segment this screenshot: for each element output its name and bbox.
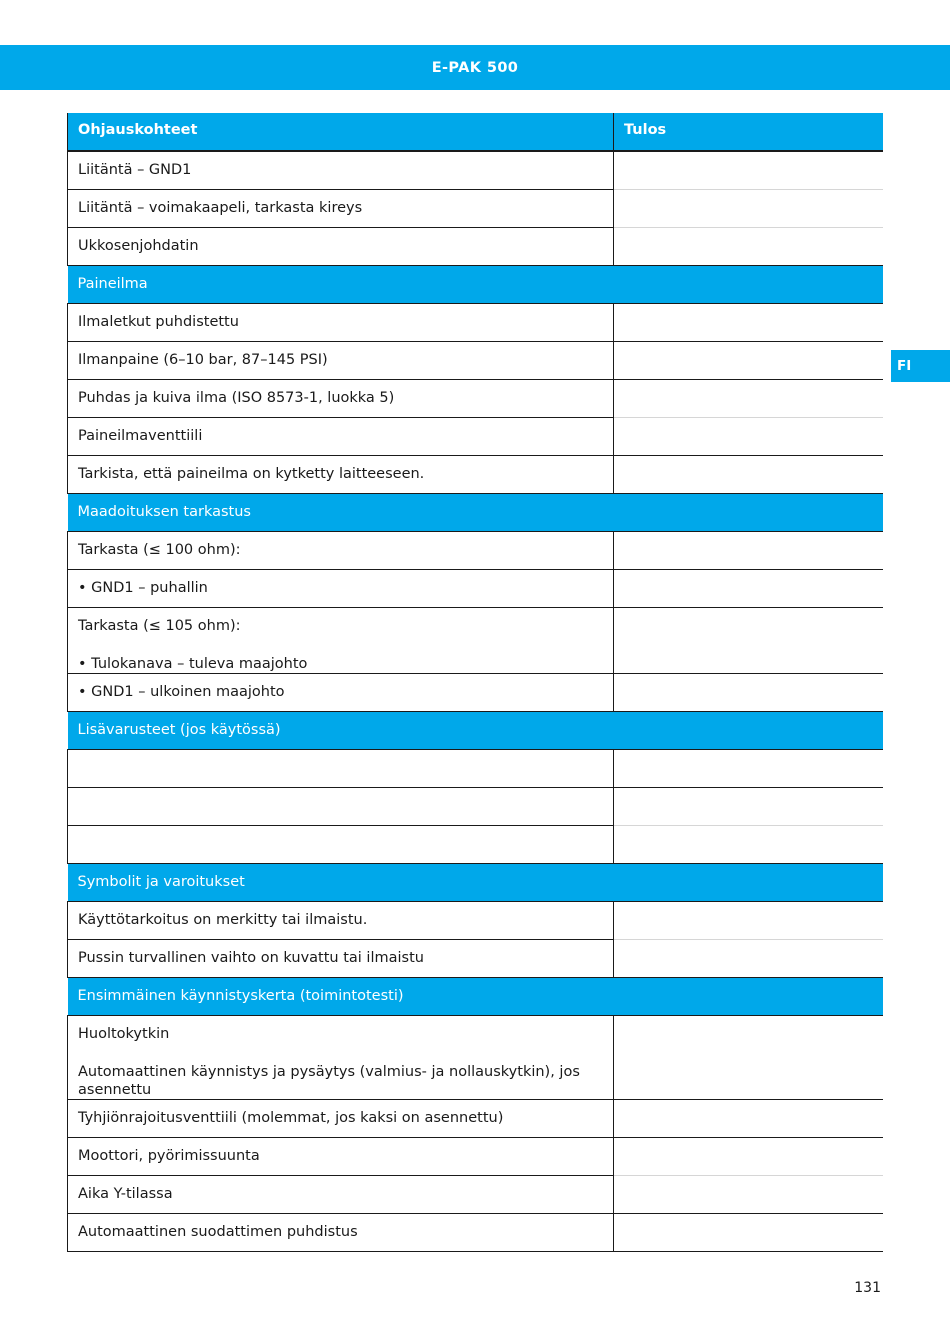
check-item-cell [68, 1137, 614, 1175]
table-row [68, 1015, 883, 1099]
check-item-text: • GND1 – puhallin [78, 579, 208, 596]
result-cell[interactable] [614, 607, 883, 673]
check-item-cell [68, 303, 614, 341]
section-header-row [68, 265, 883, 303]
section-title: Paineilma [68, 265, 883, 303]
check-item-cell [68, 607, 614, 673]
table-row [68, 569, 883, 607]
check-item-text: Moottori, pyörimissuunta [78, 1147, 260, 1164]
table-row [68, 455, 883, 493]
result-cell[interactable] [614, 673, 883, 711]
table-row [68, 151, 883, 189]
table-row [68, 227, 883, 265]
check-item-cell [68, 1213, 614, 1251]
section-title: Lisävarusteet (jos käytössä) [68, 711, 883, 749]
check-item-text: Liitäntä – GND1 [78, 162, 192, 178]
check-item-text: Pussin turvallinen vaihto on kuvattu tai ilmaistu [78, 949, 424, 966]
language-tab: FI [891, 350, 950, 382]
check-item-text: Tarkasta (≤ 100 ohm): [78, 541, 241, 558]
check-item-text: Huoltokytkin [78, 1025, 170, 1042]
check-item-text: Ilmaletkut puhdistettu [78, 313, 239, 330]
section-header-row [68, 711, 883, 749]
check-item-cell [68, 227, 614, 265]
check-item-cell [68, 569, 614, 607]
table-row [68, 825, 883, 863]
result-cell[interactable] [614, 455, 883, 493]
check-item-cell [68, 673, 614, 711]
table-row [68, 1099, 883, 1137]
result-cell[interactable] [614, 901, 883, 939]
result-cell[interactable] [614, 1099, 883, 1137]
check-item-cell [68, 749, 614, 787]
table-row [68, 1175, 883, 1213]
result-cell[interactable] [614, 749, 883, 787]
check-item-cell [68, 189, 614, 227]
result-cell[interactable] [614, 1015, 883, 1099]
section-header-row [68, 977, 883, 1015]
check-item-cell [68, 151, 614, 189]
result-cell[interactable] [614, 531, 883, 569]
column-header-result: Tulos [614, 113, 883, 151]
check-item-cell [68, 939, 614, 977]
check-item-cell [68, 825, 614, 863]
check-item-cell [68, 531, 614, 569]
column-header-items: Ohjauskohteet [68, 113, 614, 151]
check-item-cell [68, 455, 614, 493]
result-cell[interactable] [614, 227, 883, 265]
check-item-text: Liitäntä – voimakaapeli, tarkasta kireys [78, 199, 363, 216]
check-item-cell [68, 417, 614, 455]
table-header-row [68, 113, 883, 151]
check-item-cell [68, 787, 614, 825]
table-row [68, 901, 883, 939]
result-cell[interactable] [614, 1175, 883, 1213]
check-item-cell [68, 341, 614, 379]
check-item-cell [68, 901, 614, 939]
table-row [68, 673, 883, 711]
section-title: Symbolit ja varoitukset [68, 863, 883, 901]
table-row [68, 189, 883, 227]
section-header-row [68, 493, 883, 531]
result-cell[interactable] [614, 151, 883, 189]
table-row [68, 531, 883, 569]
page-number: 131 [854, 1280, 881, 1296]
checklist-table [67, 113, 883, 1252]
table-row [68, 303, 883, 341]
check-item-text: Ukkosenjohdatin [78, 237, 199, 254]
check-item-text: Aika Y-tilassa [78, 1185, 173, 1202]
table-row [68, 379, 883, 417]
result-cell[interactable] [614, 1137, 883, 1175]
result-cell[interactable] [614, 939, 883, 977]
check-item-text: Automaattinen suodattimen puhdistus [78, 1223, 358, 1240]
check-item-text: • Tulokanava – tuleva maajohto [78, 655, 308, 672]
check-item-text: Tarkasta (≤ 105 ohm): [78, 617, 241, 634]
check-item-text: Tyhjiönrajoitusventtiili (molemmat, jos kaksi on asennettu) [78, 1109, 504, 1126]
result-cell[interactable] [614, 787, 883, 825]
section-header-row [68, 863, 883, 901]
result-cell[interactable] [614, 341, 883, 379]
check-item-text: Puhdas ja kuiva ilma (ISO 8573-1, luokka 5) [78, 389, 395, 406]
result-cell[interactable] [614, 303, 883, 341]
check-item-text: Käyttötarkoitus on merkitty tai ilmaistu. [78, 911, 368, 928]
result-cell[interactable] [614, 189, 883, 227]
check-item-text: • GND1 – ulkoinen maajohto [78, 683, 285, 700]
section-title: Maadoituksen tarkastus [68, 493, 883, 531]
table-row [68, 749, 883, 787]
check-item-cell [68, 379, 614, 417]
section-title: Ensimmäinen käynnistyskerta (toimintotesti) [68, 977, 883, 1015]
check-item-cell [68, 1175, 614, 1213]
result-cell[interactable] [614, 569, 883, 607]
document-title: E-PAK 500 [431, 59, 519, 76]
check-item-cell [68, 1015, 614, 1099]
table-row [68, 787, 883, 825]
check-item-text: Paineilmaventtiili [78, 427, 203, 444]
table-row [68, 607, 883, 673]
result-cell[interactable] [614, 825, 883, 863]
table-row [68, 417, 883, 455]
check-item-text: Tarkista, että paineilma on kytketty laitteeseen. [78, 465, 425, 482]
result-cell[interactable] [614, 417, 883, 455]
table-row [68, 939, 883, 977]
result-cell[interactable] [614, 1213, 883, 1251]
check-item-text: Ilmanpaine (6–10 bar, 87–145 PSI) [78, 351, 328, 368]
check-item-text: Automaattinen käynnistys ja pysäytys (valmius- ja nollauskytkin), jos asennettu [78, 1063, 580, 1098]
check-item-cell [68, 1099, 614, 1137]
header-bar [0, 45, 950, 90]
result-cell[interactable] [614, 379, 883, 417]
table-row [68, 1137, 883, 1175]
table-row [68, 1213, 883, 1251]
table-row [68, 341, 883, 379]
